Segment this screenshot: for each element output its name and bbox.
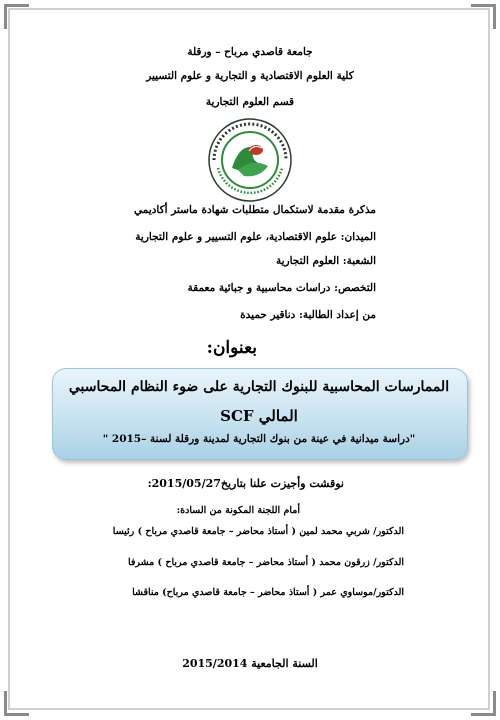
thesis-title-line2: المالي SCF bbox=[220, 407, 298, 425]
thesis-subtitle: "دراسة ميدانية في عينة من بنوك التجارية لمدينة ورقلة لسنة –2015 " bbox=[102, 433, 416, 445]
specialty-line: التخصص: دراسات محاسبية و جبائية معمقة bbox=[187, 282, 376, 294]
faculty-name: كلية العلوم الاقتصادية و التجارية و علوم التسيير bbox=[146, 70, 354, 82]
defense-date: نوقشت وأجيزت علنا بتاريخ2015/05/27: bbox=[147, 477, 344, 490]
department-name: قسم العلوم التجارية bbox=[205, 96, 295, 108]
committee-member-examiner: الدكتور/موساوي عمر ( أستاذ محاضر – جامعة قاصدي مرباح) مناقشا bbox=[132, 587, 404, 598]
thesis-title-line1: الممارسات المحاسبية للبنوك التجارية على ضوء النظام المحاسبي bbox=[68, 379, 450, 395]
committee-member-supervisor: الدكتور/ زرقون محمد ( أستاذ محاضر – جامعة قاصدي مرباح ) مشرفا bbox=[127, 557, 404, 568]
committee-member-president: الدكتور/ شربي محمد لمين ( أستاذ محاضر – جامعة قاصدي مرباح ) رئيسا bbox=[112, 526, 404, 537]
academic-year: السنة الجامعية 2015/2014 bbox=[182, 657, 318, 670]
university-logo-icon bbox=[208, 118, 292, 202]
corner-ornament bbox=[4, 691, 29, 716]
branch-line: الشعبة: العلوم التجارية bbox=[275, 255, 376, 267]
title-label: بعنوان: bbox=[206, 338, 257, 358]
page-border bbox=[8, 8, 490, 710]
corner-ornament bbox=[471, 4, 496, 29]
corner-ornament bbox=[4, 4, 29, 29]
university-name: جامعة قاصدي مرباح – ورقلة bbox=[187, 46, 313, 58]
memo-statement: مذكرة مقدمة لاستكمال متطلبات شهادة ماستر أكاديمي bbox=[134, 204, 376, 216]
student-line: من إعداد الطالبة: دناقير حميدة bbox=[240, 309, 376, 321]
corner-ornament bbox=[471, 691, 496, 716]
committee-label: أمام اللجنة المكونة من السادة: bbox=[176, 505, 300, 516]
field-line: الميدان: علوم الاقتصادية، علوم التسيير و علوم التجارية bbox=[135, 231, 376, 243]
